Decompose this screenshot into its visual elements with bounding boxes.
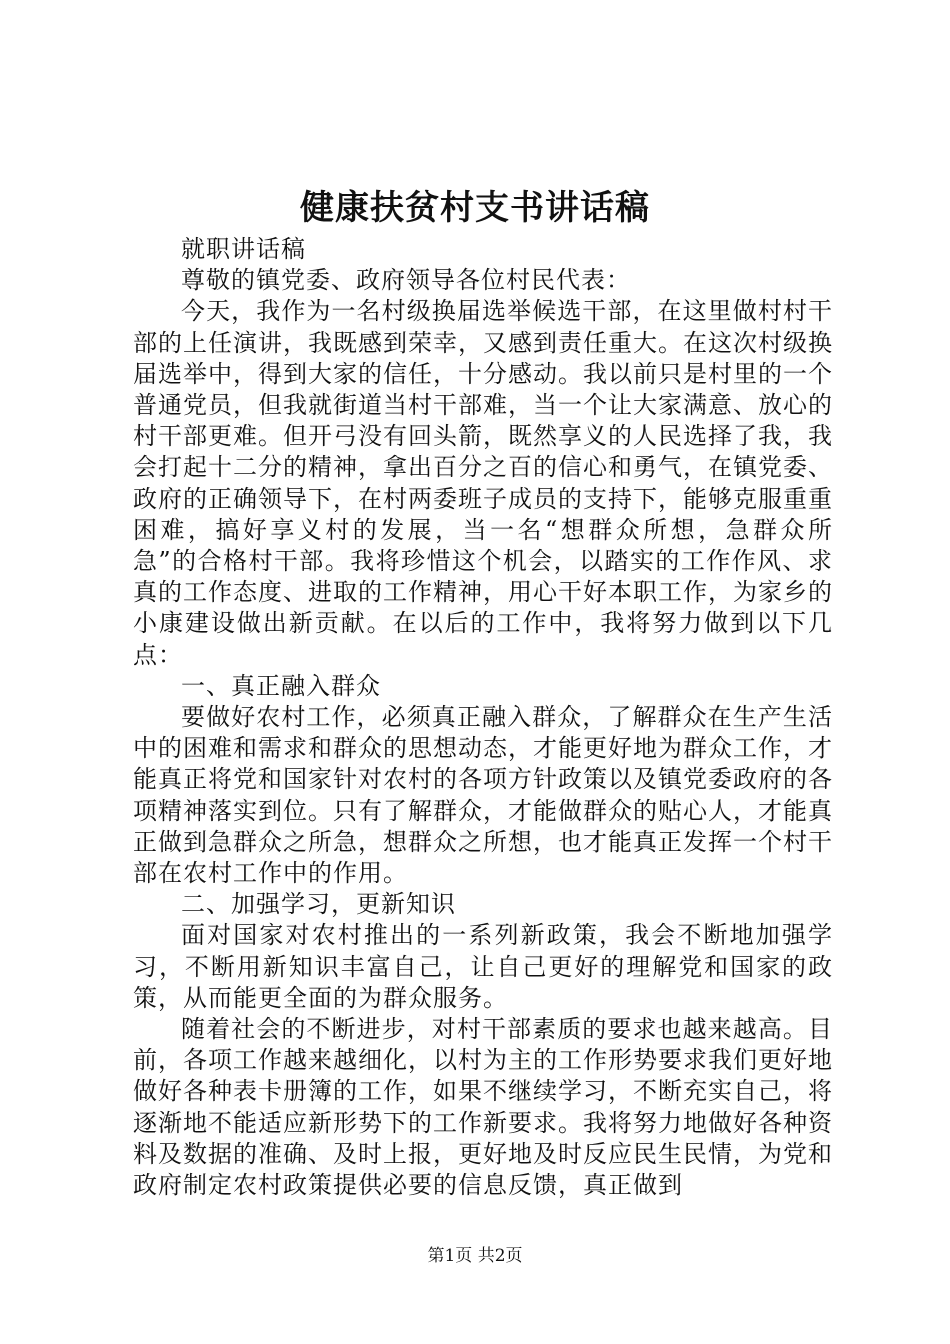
document-body	[133, 234, 833, 1201]
paragraph-heading: 就职讲话稿	[181, 235, 306, 263]
paragraph-section-1: 要做好农村工作，必须真正融入群众，了解群众在生产生活中的困难和需求和群众的思想动态，才能更好地为群众工作，才能真正将党和国家针对农村的各项方针政策以及镇党委政府的各项精神落实到位。只有了解群众，才能做群众的贴心人，才能真正做到急群众之所急，想群众之所想，也才能真正发挥一个村干部在农村工作中的作用。	[133, 703, 833, 888]
paragraph-salutation: 尊敬的镇党委、政府领导各位村民代表：	[181, 266, 631, 295]
section-heading-2: 二、加强学习，更新知识	[181, 890, 456, 919]
page-total: 共2页	[477, 1246, 523, 1266]
page-footer	[0, 1244, 950, 1268]
paragraph-intro: 今天，我作为一名村级换届选举候选干部，在这里做村村干部的上任演讲，我既感到荣幸，又感到责任重大。在这次村级换届选举中，得到大家的信任，十分感动。我以前只是村里的一个普通党员，但我就街道当村干部难，当一个让大家满意、放心的村干部更难。但开弓没有回头箭，既然享义的人民选择了我，我会打起十二分的精神，拿出百分之百的信心和勇气，在镇党委、政府的正确领导下，在村两委班子成员的支持下，能够克服重重困难，搞好享义村的发展，当一名“想群众所想，急群众所急”的合格村干部。我将珍惜这个机会，以踏实的工作作风、求真的工作态度、进取的工作精神，用心干好本职工作，为家乡的小康建设做出新贡献。在以后的工作中，我将努力做到以下几点：	[133, 297, 833, 669]
paragraph-section-2b: 随着社会的不断进步，对村干部素质的要求也越来越高。目前，各项工作越来越细化，以村为主的工作形势要求我们更好地做好各种表卡册簿的工作，如果不继续学习，不断充实自己，将逐渐地不能适应新形势下的工作新要求。我将努力地做好各种资料及数据的准确、及时上报，更好地及时反应民生民情，为党和政府制定农村政策提供必要的信息反馈，真正做到	[133, 1015, 833, 1200]
page-number: 第1页	[427, 1246, 473, 1266]
document-title: 健康扶贫村支书讲话稿	[300, 188, 650, 228]
section-heading-1: 一、真正融入群众	[181, 671, 381, 700]
paragraph-section-2a: 面对国家对农村推出的一系列新政策，我会不断地加强学习，不断用新知识丰富自己，让自己更好的理解党和国家的政策，从而能更全面的为群众服务。	[133, 921, 833, 1012]
